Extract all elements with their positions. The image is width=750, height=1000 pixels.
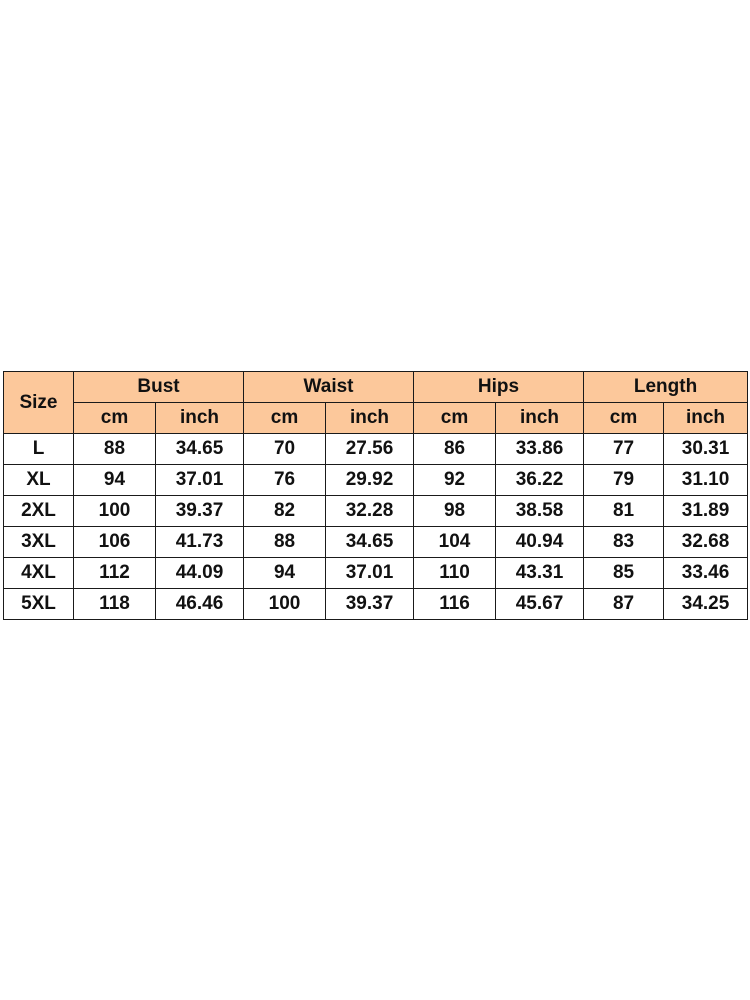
measurement-cell: 34.25 <box>664 589 748 620</box>
measurement-cell: 46.46 <box>156 589 244 620</box>
size-cell: 4XL <box>4 558 74 589</box>
measurement-cell: 98 <box>414 496 496 527</box>
measurement-cell: 37.01 <box>326 558 414 589</box>
measurement-cell: 39.37 <box>156 496 244 527</box>
measurement-cell: 43.31 <box>496 558 584 589</box>
measurement-cell: 41.73 <box>156 527 244 558</box>
measurement-cell: 32.68 <box>664 527 748 558</box>
size-cell: 5XL <box>4 589 74 620</box>
measurement-cell: 87 <box>584 589 664 620</box>
unit-header: inch <box>156 403 244 434</box>
measurement-cell: 27.56 <box>326 434 414 465</box>
measurement-cell: 94 <box>244 558 326 589</box>
measurement-cell: 118 <box>74 589 156 620</box>
table-row <box>4 558 748 589</box>
measurement-cell: 88 <box>244 527 326 558</box>
measurement-cell: 85 <box>584 558 664 589</box>
unit-header: inch <box>326 403 414 434</box>
measurement-cell: 83 <box>584 527 664 558</box>
size-cell: 3XL <box>4 527 74 558</box>
measurement-cell: 77 <box>584 434 664 465</box>
measurement-cell: 100 <box>244 589 326 620</box>
measurement-cell: 31.89 <box>664 496 748 527</box>
measurement-cell: 110 <box>414 558 496 589</box>
measurement-cell: 32.28 <box>326 496 414 527</box>
measurement-cell: 34.65 <box>326 527 414 558</box>
unit-header: cm <box>244 403 326 434</box>
measurement-cell: 94 <box>74 465 156 496</box>
measurement-cell: 37.01 <box>156 465 244 496</box>
unit-header: cm <box>414 403 496 434</box>
measurement-cell: 100 <box>74 496 156 527</box>
measurement-cell: 104 <box>414 527 496 558</box>
size-chart-table <box>3 371 748 620</box>
measurement-cell: 33.46 <box>664 558 748 589</box>
length-header: Length <box>584 372 748 403</box>
measurement-cell: 30.31 <box>664 434 748 465</box>
header-unit-row <box>4 403 748 434</box>
waist-header: Waist <box>244 372 414 403</box>
unit-header: cm <box>584 403 664 434</box>
table-row <box>4 434 748 465</box>
measurement-cell: 86 <box>414 434 496 465</box>
measurement-cell: 34.65 <box>156 434 244 465</box>
measurement-cell: 116 <box>414 589 496 620</box>
measurement-cell: 70 <box>244 434 326 465</box>
measurement-cell: 29.92 <box>326 465 414 496</box>
measurement-cell: 106 <box>74 527 156 558</box>
measurement-cell: 79 <box>584 465 664 496</box>
measurement-cell: 81 <box>584 496 664 527</box>
measurement-cell: 38.58 <box>496 496 584 527</box>
measurement-cell: 31.10 <box>664 465 748 496</box>
size-cell: XL <box>4 465 74 496</box>
measurement-cell: 45.67 <box>496 589 584 620</box>
measurement-cell: 88 <box>74 434 156 465</box>
measurement-cell: 40.94 <box>496 527 584 558</box>
table-row <box>4 496 748 527</box>
table-body <box>4 434 748 620</box>
measurement-cell: 82 <box>244 496 326 527</box>
table-row <box>4 527 748 558</box>
measurement-cell: 112 <box>74 558 156 589</box>
hips-header: Hips <box>414 372 584 403</box>
measurement-cell: 39.37 <box>326 589 414 620</box>
unit-header: cm <box>74 403 156 434</box>
size-cell: L <box>4 434 74 465</box>
size-header: Size <box>4 372 74 434</box>
measurement-cell: 33.86 <box>496 434 584 465</box>
unit-header: inch <box>664 403 748 434</box>
table-row <box>4 465 748 496</box>
unit-header: inch <box>496 403 584 434</box>
measurement-cell: 76 <box>244 465 326 496</box>
table-row <box>4 589 748 620</box>
size-cell: 2XL <box>4 496 74 527</box>
table-header <box>4 372 748 434</box>
measurement-cell: 36.22 <box>496 465 584 496</box>
measurement-cell: 44.09 <box>156 558 244 589</box>
measurement-cell: 92 <box>414 465 496 496</box>
header-group-row <box>4 372 748 403</box>
bust-header: Bust <box>74 372 244 403</box>
